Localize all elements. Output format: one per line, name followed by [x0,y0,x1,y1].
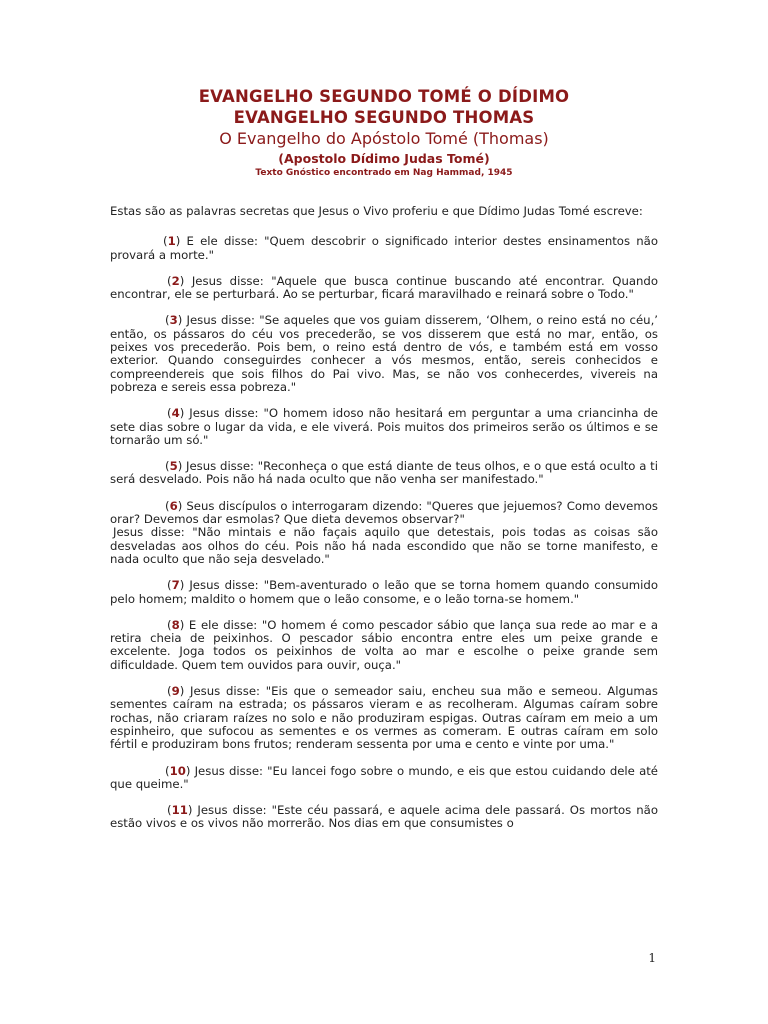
verse-text: Jesus disse: "Aquele que busca continue buscando até encontrar. Quando encontrar, ele se perturbará. Ao se perturbar, ficará maravilhado e reinará sobre o Todo." [110,273,658,302]
verse-5: (5) Jesus disse: "Reconheça o que está diante de teus olhos, e o que está oculto a ti será desvelado. Pois não há nada oculto que não venha ser manifestado." [110,459,658,487]
verse-number: 8 [171,617,180,632]
verse-6-continued: Jesus disse: "Não mintais e não façais aquilo que detestais, pois todas as coisas são desveladas aos olhos do céu. Pois não há nada escondido que não se torne manifesto, e nada oculto que não seja desvelado." [110,525,658,566]
title-line-1: EVANGELHO SEGUNDO TOMÉ O DÍDIMO [198,87,570,106]
verse-8: (8) E ele disse: "O homem é como pescador sábio que lança sua rede ao mar e a retira cheia de peixinhos. O pescador sábio encontra entre eles um peixe grande e excelente. Joga todos os peixinhos de volta ao mar e escolhe o peixe grande sem dificuldade. Quem tem ouvidos para ouvir, ouça." [110,617,658,672]
verse-number: 11 [171,803,188,818]
intro-paragraph: Estas são as palavras secretas que Jesus o Vivo proferiu e que Dídimo Judas Tomé escreve: [110,204,643,218]
verse-10: (10) Jesus disse: "Eu lancei fogo sobre o mundo, e eis que estou cuidando dele até que queime." [110,763,658,791]
verse-text: Jesus disse: "O homem idoso não hesitará em perguntar a uma criancinha de sete dias sobre o lugar da vida, e ele viverá. Pois muitos dos primeiros serão os últimos e se tornarão um só." [110,406,658,447]
verse-number: 3 [169,313,178,328]
verse-text: Jesus disse: "Reconheça o que está diante de teus olhos, e o que está oculto a ti será desvelado. Pois não há nada oculto que não venha ser manifestado." [110,459,658,487]
verse-text: Jesus disse: "Eu lancei fogo sobre o mundo, e eis que estou cuidando dele até que queime." [110,763,658,791]
source-note: Texto Gnóstico encontrado em Nag Hammad, 1945 [255,168,513,178]
verse-text: E ele disse: "O homem é como pescador sábio que lança sua rede ao mar e a retira cheia de peixinhos. O pescador sábio encontra entre eles um peixe grande e excelente. Joga todos os peixinhos de volta ao mar e escolhe o peixe grande sem dificuldade. Quem tem ouvidos para ouvir, ouça." [110,617,658,672]
verse-text: Jesus disse: "Eis que o semeador saiu, encheu sua mão e semeou. Algumas sementes caíram na estrada; os pássaros vieram e as recolheram. Algumas caíram sobre rochas, não criaram raízes no solo e não produziram espigas. Outras caíram em meio a um espinheiro, que sufocou as sementes e os vermes as comeram. E outras caíram em solo fértil e produziram bons frutos; renderam sessenta por uma e cento e vinte por uma." [110,684,658,752]
verse-text: Seus discípulos o interrogaram dizendo: "Queres que jejuemos? Como devemos orar? Devemos dar esmolas? Que dieta devemos observar?" [110,498,658,527]
verse-number: 10 [169,763,186,778]
verse-3: (3) Jesus disse: "Se aqueles que vos guiam disserem, ‘Olhem, o reino está no céu,’ então, os pássaros do céu vos precederão, se vos disserem que está no mar, então, os peixes vos precederão. Pois bem, o reino está dentro de vós, e também está em vosso exterior. Quando conseguirdes conhecer a vós mesmos, então, sereis conhecidos e compreendereis que sois filhos do Pai vivo. Mas, se não vos conhecerdes, vivereis na pobreza e sereis essa pobreza." [110,313,658,394]
verse-text: Jesus disse: "Bem-aventurado o leão que se torna homem quando consumido pelo homem; maldito o homem que o leão consome, e o leão torna-se homem." [110,578,658,606]
verse-number: 4 [171,406,180,421]
verse-4: (4) Jesus disse: "O homem idoso não hesitará em perguntar a uma criancinha de sete dias sobre o lugar da vida, e ele viverá. Pois muitos dos primeiros serão os últimos e se tornarão um só." [110,406,658,447]
verse-number: 7 [171,578,180,593]
subtitle-2: (Apostolo Dídimo Judas Tomé) [278,151,490,166]
verse-7: (7) Jesus disse: "Bem-aventurado o leão que se torna homem quando consumido pelo homem; maldito o homem que o leão consome, e o leão torna-se homem." [110,578,658,606]
verse-6: (6) Seus discípulos o interrogaram dizendo: "Queres que jejuemos? Como devemos orar? Devemos dar esmolas? Que dieta devemos observar?" [110,498,658,527]
verse-1: (1) E ele disse: "Quem descobrir o significado interior destes ensinamentos não provará a morte." [110,234,658,262]
document-header [0,86,768,180]
verse-number: 5 [169,459,178,474]
subtitle: O Evangelho do Apóstolo Tomé (Thomas) [219,129,549,148]
verse-text: E ele disse: "Quem descobrir o significado interior destes ensinamentos não provará a morte." [110,234,658,262]
verse-number: 9 [171,684,180,699]
title-line-2: EVANGELHO SEGUNDO THOMAS [233,108,535,127]
page-number: 1 [648,951,656,965]
verse-9: (9) Jesus disse: "Eis que o semeador saiu, encheu sua mão e semeou. Algumas sementes caíram na estrada; os pássaros vieram e as recolheram. Algumas caíram sobre rochas, não criaram raízes no solo e não produziram espigas. Outras caíram em meio a um espinheiro, que sufocou as sementes e os vermes as comeram. E outras caíram em solo fértil e produziram bons frutos; renderam sessenta por uma e cento e vinte por uma." [110,684,658,752]
verse-11: (11) Jesus disse: "Este céu passará, e aquele acima dele passará. Os mortos não estão vivos e os vivos não morrerão. Nos dias em que consumistes o [110,803,658,831]
verse-text: Jesus disse: "Este céu passará, e aquele acima dele passará. Os mortos não estão vivos e os vivos não morrerão. Nos dias em que consumistes o [110,803,658,831]
document-body [110,205,658,844]
verse-2: (2) Jesus disse: "Aquele que busca continue buscando até encontrar. Quando encontrar, ele se perturbará. Ao se perturbar, ficará maravilhado e reinará sobre o Todo." [110,273,658,302]
verse-number: 1 [167,234,176,249]
verse-text: Jesus disse: "Se aqueles que vos guiam disserem, ‘Olhem, o reino está no céu,’ então, os pássaros do céu vos precederão, se vos disserem que está no mar, então, os peixes vos precederão. Pois bem, o reino está dentro de vós, e também está em vosso exterior. Quando conseguirdes conhecer a vós mesmos, então, sereis conhecidos e compreendereis que sois filhos do Pai vivo. Mas, se não vos conhecerdes, vivereis na pobreza e sereis essa pobreza." [110,313,658,394]
verse-number: 6 [169,498,178,513]
verse-number: 2 [171,273,180,288]
